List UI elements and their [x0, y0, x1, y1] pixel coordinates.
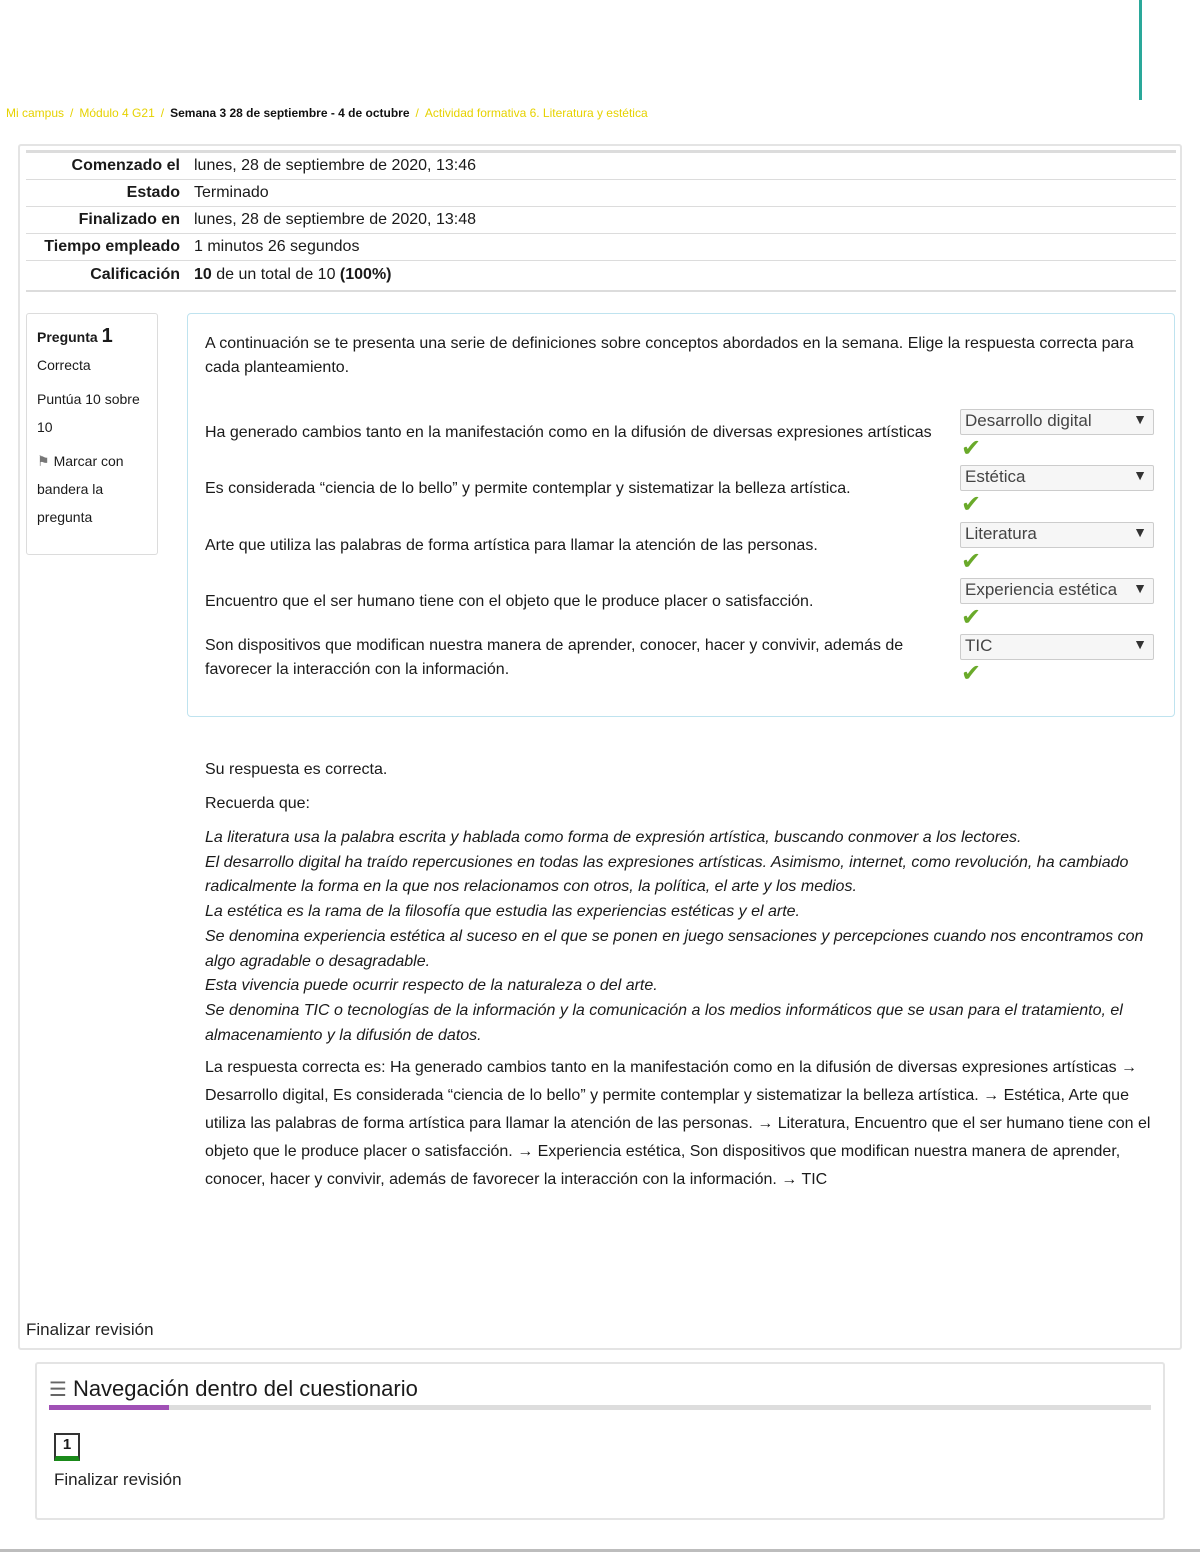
answer-select[interactable]: [960, 522, 1154, 548]
hamburger-icon[interactable]: ☰: [49, 1379, 67, 1401]
feedback-notes: [205, 826, 1165, 1048]
feedback-note: La literatura usa la palabra escrita y hablada como forma de expresión artística, buscando conmover a los lectores.: [205, 829, 1022, 846]
feedback-note: Se denomina TIC o tecnologías de la información y la comunicación a los medios informáticos que se usan para el tratamiento, el almacenamiento y la difusión de datos.: [205, 1001, 1123, 1044]
correct-check-icon: ✔: [961, 604, 982, 631]
answer-select[interactable]: [960, 465, 1154, 491]
chevron-down-icon: ▼: [1133, 467, 1147, 483]
feedback-note: La estética es la rama de la filosofía que estudia las experiencias estéticas y el arte.: [205, 903, 800, 921]
correct-check-icon: ✔: [961, 548, 982, 575]
feedback-section: [205, 758, 1165, 1194]
flag-question-link[interactable]: [37, 447, 147, 531]
breadcrumb-separator: /: [160, 106, 165, 120]
answer-select-value: Desarrollo digital: [965, 411, 1092, 430]
summary-label: Tiempo empleado: [44, 238, 180, 255]
summary-row-grade: [26, 261, 1176, 291]
question-content-box: [187, 313, 1175, 717]
match-prompt: Ha generado cambios tanto en la manifestación como en la difusión de diversas expresiones artísticas: [205, 424, 932, 441]
question-info-box: [26, 313, 158, 555]
question-nav-button[interactable]: 1: [54, 1433, 80, 1461]
feedback-note: Se denomina experiencia estética al suceso en el que se ponen en juego sensaciones y percepciones cuando nos encontramos con algo agradable o desagradable.: [205, 927, 1144, 970]
grade-score: 10: [194, 266, 212, 284]
question-state: Correcta: [37, 357, 91, 373]
summary-row-finished: [26, 207, 1176, 234]
quiz-navigation-title-text: Navegación dentro del cuestionario: [72, 1376, 418, 1401]
summary-row-time: [26, 234, 1176, 261]
nav-finish-review-link[interactable]: Finalizar revisión: [54, 1470, 182, 1489]
match-prompt: Arte que utiliza las palabras de forma artística para llamar la atención de las personas.: [205, 537, 818, 554]
flag-question-label: Marcar con bandera la pregunta: [37, 453, 124, 525]
right-answer: La respuesta correcta es: Ha generado cambios tanto en la manifestación como en la difusión de diversas expresiones artísticas → Desarrollo digital, Es considerada “ciencia de lo bello” y permite contemplar y sistematizar la belleza artística. → Estética, Arte que utiliza las palabras de forma artística para llamar la atención de las personas. → Literatura, Encuentro que el ser humano tiene con el objeto que le produce placer o satisfacción. → Experiencia estética, Son dispositivos que modifican nuestra manera de aprender, conocer, hacer y convivir, además de favorecer la interacción con la información. → TIC: [205, 1059, 1151, 1189]
summary-value: lunes, 28 de septiembre de 2020, 13:46: [194, 157, 476, 174]
grade-total: de un total de 10: [216, 266, 336, 284]
correct-check-icon: ✔: [961, 435, 982, 462]
summary-value: [194, 261, 1176, 291]
answer-select[interactable]: [960, 409, 1154, 435]
summary-row-started: [26, 152, 1176, 180]
answer-select[interactable]: [960, 634, 1154, 660]
match-prompt: Encuentro que el ser humano tiene con el objeto que le produce placer o satisfacción.: [205, 593, 814, 610]
summary-row-state: [26, 180, 1176, 207]
breadcrumb: [6, 106, 648, 120]
answer-select[interactable]: [960, 578, 1154, 604]
summary-label: Comenzado el: [71, 157, 180, 174]
feedback-note: El desarrollo digital ha traído repercusiones en todas las expresiones artísticas. Asimismo, internet, como revolución, ha cambiado radicalmente la forma en la que nos relacionamos con otros, la política, el arte y los medios.: [205, 853, 1129, 896]
breadcrumb-item-modulo[interactable]: Módulo 4 G21: [79, 106, 155, 120]
quiz-navigation-block: [35, 1362, 1165, 1520]
match-prompt: Es considerada “ciencia de lo bello” y permite contemplar y sistematizar la belleza artística.: [205, 480, 851, 497]
flag-icon: ⚑: [37, 453, 50, 469]
quiz-navigation-underline: [49, 1405, 1151, 1410]
feedback-remember: Recuerda que:: [205, 795, 310, 812]
breadcrumb-item-mi-campus[interactable]: Mi campus: [6, 106, 65, 120]
correct-check-icon: ✔: [961, 660, 982, 687]
breadcrumb-item-semana[interactable]: Semana 3 28 de septiembre - 4 de octubre: [170, 106, 410, 120]
answer-select-value: Estética: [965, 467, 1026, 486]
summary-label: Estado: [126, 184, 180, 201]
chevron-down-icon: ▼: [1133, 524, 1147, 540]
summary-label: Finalizado en: [78, 211, 180, 228]
quiz-navigation-title: [49, 1376, 418, 1402]
feedback-correct: Su respuesta es correcta.: [205, 761, 388, 778]
grade-percent: (100%): [339, 266, 392, 284]
correct-check-icon: ✔: [961, 491, 982, 518]
summary-value: Terminado: [194, 184, 269, 201]
quiz-navigation-underline-accent: [49, 1405, 169, 1410]
quiz-review-panel: [18, 144, 1182, 1350]
header-accent-line: [1139, 0, 1142, 100]
finish-review-link[interactable]: Finalizar revisión: [26, 1320, 154, 1339]
attempt-summary-table: [26, 150, 1176, 292]
answer-select-value: Experiencia estética: [965, 580, 1118, 599]
summary-value: lunes, 28 de septiembre de 2020, 13:48: [194, 211, 476, 228]
breadcrumb-item-actividad[interactable]: Actividad formativa 6. Literatura y estética: [424, 106, 648, 120]
breadcrumb-separator: /: [70, 106, 74, 120]
chevron-down-icon: ▼: [1133, 580, 1147, 596]
chevron-down-icon: ▼: [1133, 411, 1147, 427]
question-number: Pregunta 1: [37, 325, 113, 347]
summary-value: 1 minutos 26 segundos: [194, 238, 360, 255]
question-mark: Puntúa 10 sobre 10: [37, 391, 140, 435]
feedback-note: Esta vivencia puede ocurrir respecto de la naturaleza o del arte.: [205, 977, 658, 995]
summary-label: Calificación: [90, 266, 180, 284]
breadcrumb-separator: /: [415, 106, 419, 120]
question-text: A continuación se te presenta una serie de definiciones sobre conceptos abordados en la semana. Elige la respuesta correcta para cada planteamiento.: [205, 335, 1134, 376]
chevron-down-icon: ▼: [1133, 636, 1147, 652]
match-prompt: Son dispositivos que modifican nuestra manera de aprender, conocer, hacer y convivir, además de favorecer la interacción con la información.: [205, 637, 904, 678]
answer-select-value: Literatura: [965, 524, 1037, 543]
answer-select-value: TIC: [965, 636, 993, 655]
bottom-rule: [0, 1549, 1200, 1552]
